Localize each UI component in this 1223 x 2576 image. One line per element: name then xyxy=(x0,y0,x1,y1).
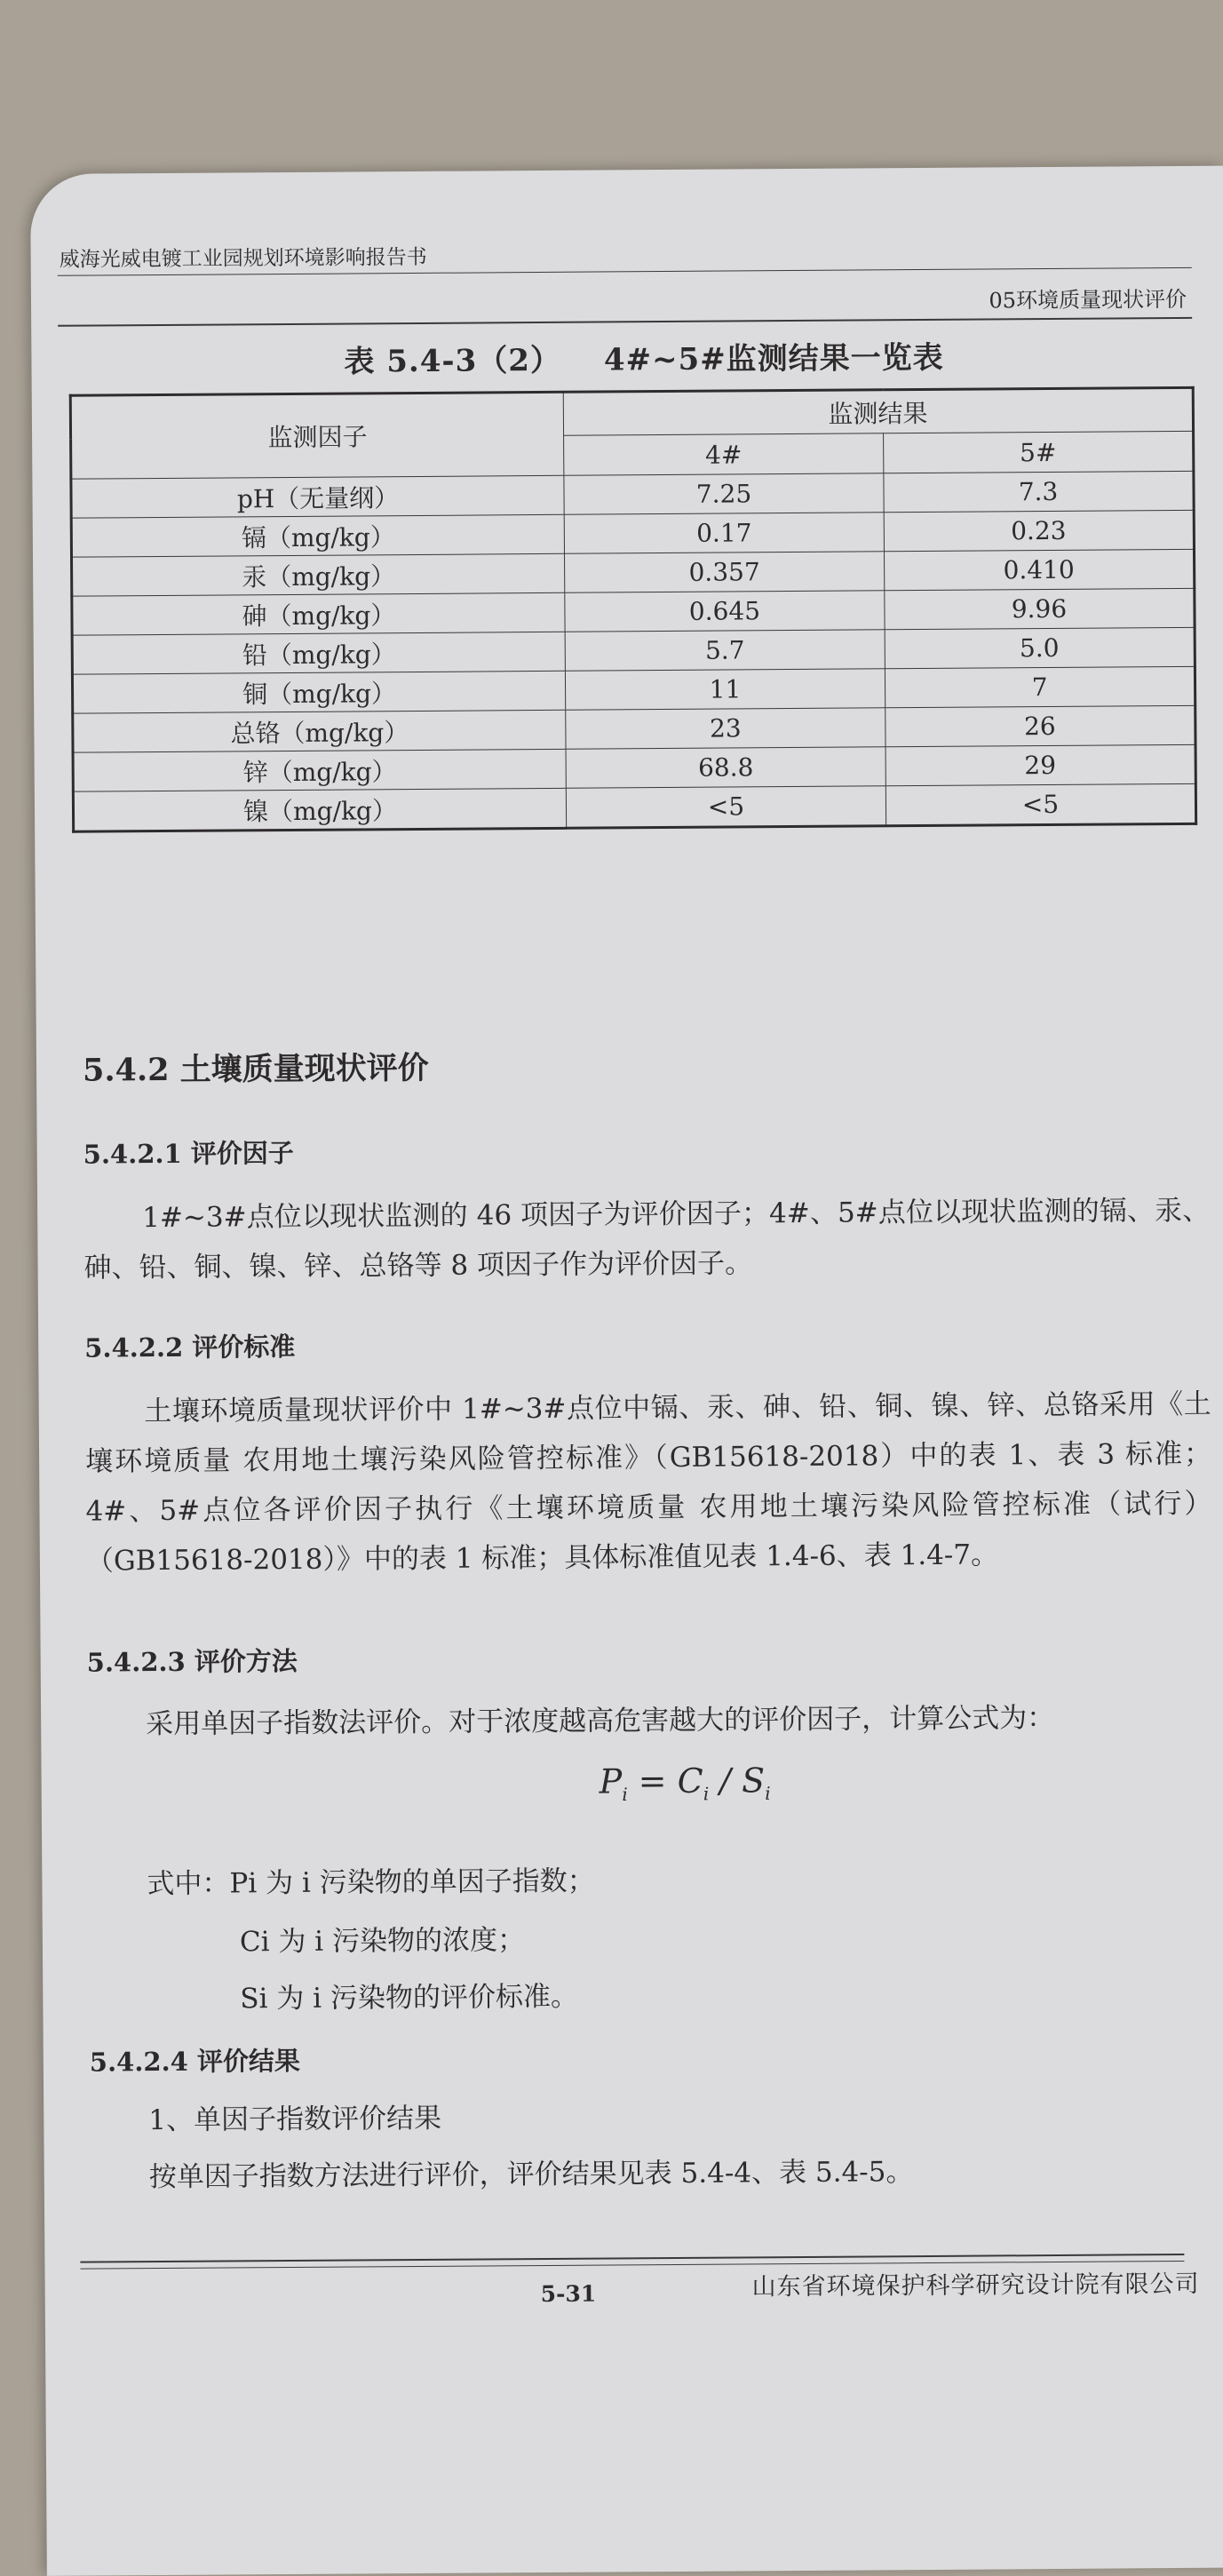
header-chapter: 05环境质量现状评价 xyxy=(989,286,1187,314)
factor-cell: 镍（mg/kg） xyxy=(73,788,566,831)
value-5-cell: 5.0 xyxy=(885,627,1195,668)
formula-sub-p: i xyxy=(622,1783,628,1805)
definition-ci: Ci 为 i 污染物的浓度； xyxy=(239,1924,526,1959)
result-item-1: 1、单因子指数评价结果 xyxy=(148,2102,442,2137)
value-4-cell: <5 xyxy=(566,786,885,829)
document-page xyxy=(30,166,1223,2576)
table-row xyxy=(73,783,1195,831)
paragraph-evaluation-method xyxy=(87,1692,1213,1750)
value-5-cell: 26 xyxy=(885,705,1195,746)
header-title: 威海光威电镀工业园规划环境影响报告书 xyxy=(59,245,427,272)
value-5-cell: 7.3 xyxy=(884,471,1194,512)
factor-cell: 汞（mg/kg） xyxy=(72,553,565,596)
table-number: 表 5.4-3（2） xyxy=(344,342,562,380)
page-number: 5-31 xyxy=(540,2280,597,2308)
value-4-cell: 23 xyxy=(566,708,885,750)
formula-c: = C xyxy=(627,1761,703,1801)
paragraph-evaluation-factors xyxy=(83,1186,1211,1293)
header-results: 监测结果 xyxy=(563,387,1193,435)
section-heading-5-4-2-2: 5.4.2.2 评价标准 xyxy=(84,1331,296,1364)
formula-p: P xyxy=(599,1761,623,1801)
value-4-cell: 11 xyxy=(565,669,885,711)
formula-s: / S xyxy=(708,1761,766,1801)
factor-cell: 镉（mg/kg） xyxy=(71,514,564,557)
formula-sub-s: i xyxy=(765,1782,771,1804)
factor-cell: 铜（mg/kg） xyxy=(72,671,565,713)
table-title xyxy=(344,333,944,381)
result-text: 按单因子指数方法进行评价，评价结果见表 5.4-4、表 5.4-5。 xyxy=(148,2156,914,2194)
header-point-5: 5# xyxy=(884,431,1194,473)
definition-si: Si 为 i 污染物的评价标准。 xyxy=(240,1980,579,2015)
value-5-cell: 29 xyxy=(885,744,1195,785)
value-4-cell: 0.645 xyxy=(565,591,885,632)
factor-cell: 锌（mg/kg） xyxy=(73,749,566,791)
paragraph-text: 土壤环境质量现状评价中 1#~3#点位中镉、汞、砷、铅、铜、镍、锌、总铬采用《土壤环境质量 农用地土壤污染风险管控标准》（GB15618-2018）中的表 1、表 3 标准；4#、5#点位各评价因子执行《土壤环境质量 农用地土壤污染风险管控标准（试行）（GB15618-2018）》中的表 1 标准；具体标准值见表 1.4-6、表 1.4-7。 xyxy=(84,1387,1212,1578)
header-factor: 监测因子 xyxy=(70,392,564,479)
value-5-cell: 0.23 xyxy=(884,510,1194,551)
section-heading-5-4-2-4: 5.4.2.4 评价结果 xyxy=(89,2045,301,2078)
value-5-cell: 7 xyxy=(885,666,1195,707)
paragraph-text: 采用单因子指数法评价。对于浓度越高危害越大的评价因子，计算公式为： xyxy=(146,1701,1055,1741)
definition-pi: 式中：Pi 为 i 污染物的单因子指数； xyxy=(147,1864,595,1901)
header-rule-bottom xyxy=(58,317,1192,327)
factor-cell: 总铬（mg/kg） xyxy=(73,710,566,752)
value-4-cell: 7.25 xyxy=(564,473,884,515)
table-caption: 4#~5#监测结果一览表 xyxy=(603,339,944,378)
header-point-4: 4# xyxy=(564,433,884,475)
table-body xyxy=(71,471,1196,831)
value-5-cell: <5 xyxy=(885,783,1195,825)
section-heading-5-4-2-1: 5.4.2.1 评价因子 xyxy=(83,1137,294,1170)
value-5-cell: 0.410 xyxy=(884,549,1194,590)
factor-cell: 铅（mg/kg） xyxy=(72,632,565,674)
value-5-cell: 9.96 xyxy=(885,588,1195,629)
value-4-cell: 0.17 xyxy=(564,513,884,554)
formula xyxy=(599,1761,770,1805)
factor-cell: pH（无量纲） xyxy=(71,475,564,518)
formula-sub-c: i xyxy=(703,1783,710,1805)
value-4-cell: 5.7 xyxy=(565,630,885,672)
footer-organization: 山东省环境保护科学研究设计院有限公司 xyxy=(751,2270,1200,2302)
value-4-cell: 68.8 xyxy=(566,747,885,789)
section-heading-5-4-2-3: 5.4.2.3 评价方法 xyxy=(86,1645,298,1678)
paragraph-text: 1#~3#点位以现状监测的 46 项因子为评价因子；4#、5#点位以现状监测的镉、汞、砷、铅、铜、镍、锌、总铬等 8 项因子作为评价因子。 xyxy=(83,1194,1211,1284)
section-heading-5-4-2: 5.4.2 土壤质量现状评价 xyxy=(82,1049,429,1089)
value-4-cell: 0.357 xyxy=(564,552,884,593)
monitoring-results-table xyxy=(69,386,1197,833)
paragraph-evaluation-standard xyxy=(85,1379,1213,1586)
factor-cell: 砷（mg/kg） xyxy=(72,592,565,635)
